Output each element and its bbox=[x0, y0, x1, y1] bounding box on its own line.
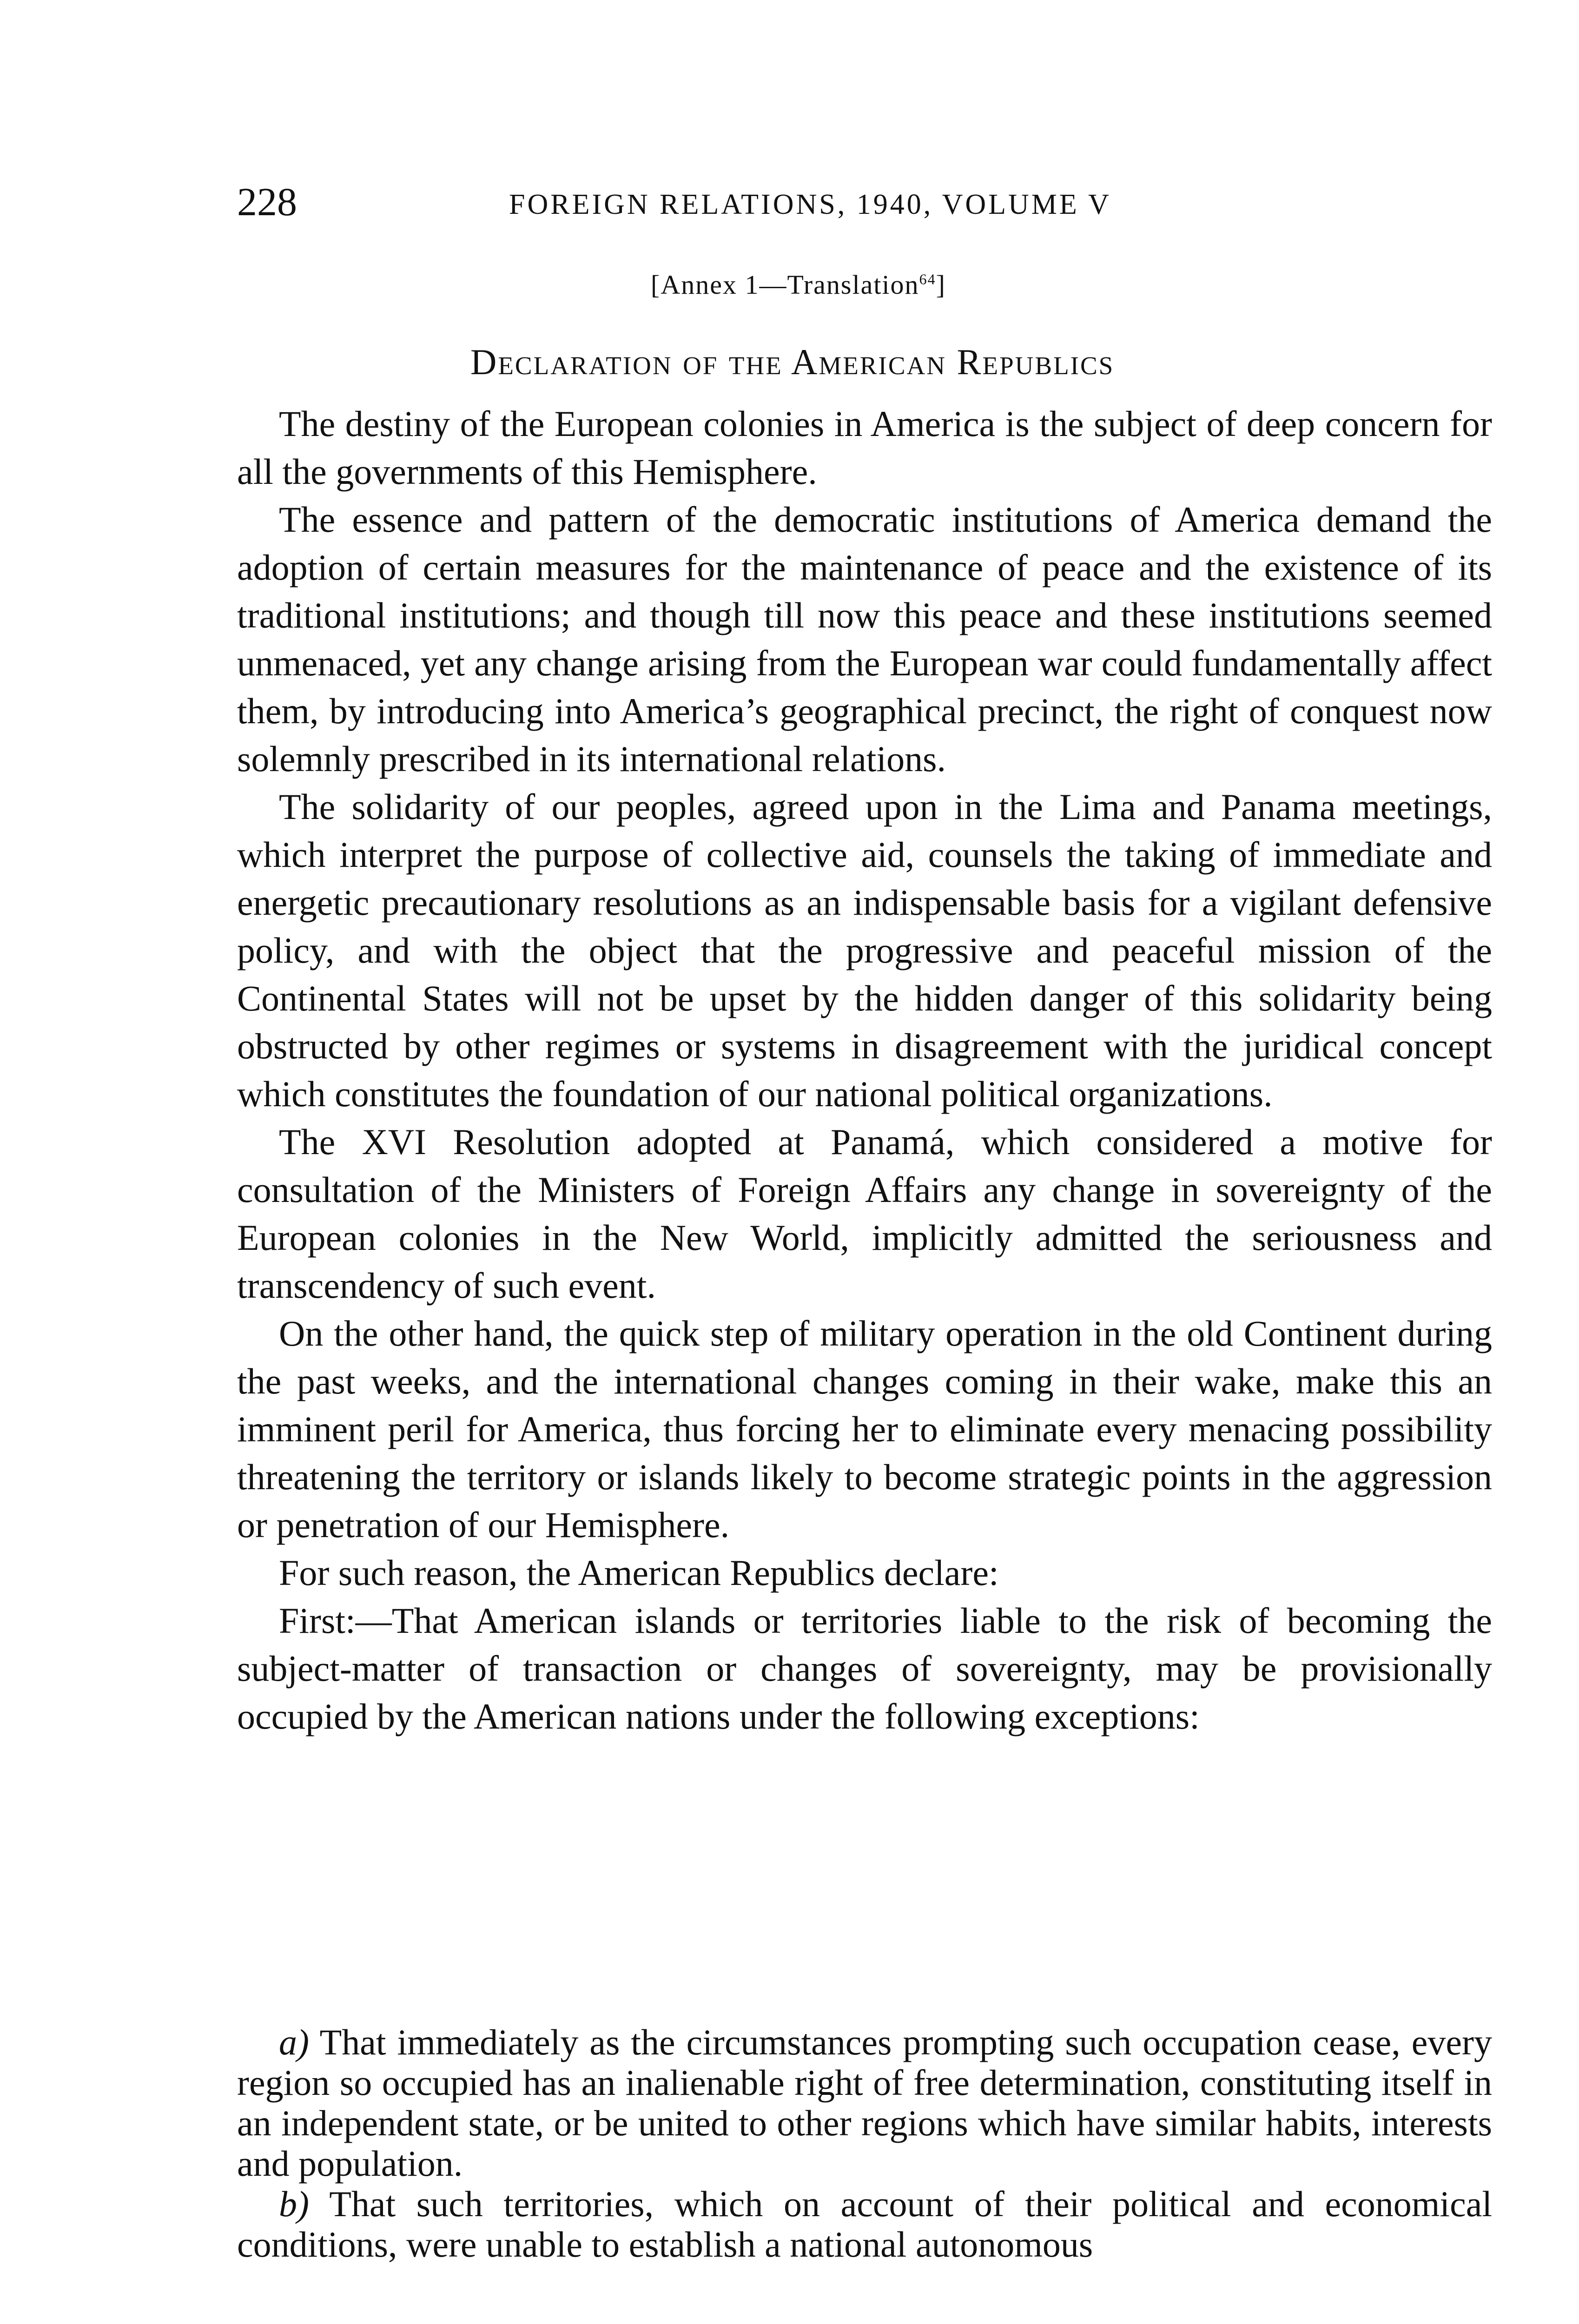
annex-label-close: ] bbox=[936, 270, 946, 300]
annex-label-text: [Annex 1—Translation bbox=[651, 270, 919, 300]
annex-label bbox=[651, 269, 946, 301]
paragraph: The destiny of the European colonies in America is the subject of deep concern for all the governments of this Hemisphere. bbox=[237, 403, 1492, 492]
list-item bbox=[237, 2184, 1492, 2265]
paragraph: For such reason, the American Republics declare: bbox=[279, 1552, 999, 1593]
document-title: Declaration of the American Republics bbox=[470, 342, 1115, 382]
paragraph: The XVI Resolution adopted at Panamá, which considered a motive for consultation of the Ministers of Foreign Affairs any change in sovereignty of the European colonies in the New World, implicitly admitted the seriousness and transcendency of such event. bbox=[237, 1122, 1492, 1306]
list-item bbox=[237, 2022, 1492, 2184]
list-item-text: That immediately as the circumstances prompting such occupation cease, every region so occupied has an inalienable right of free determination, constituting itself in an independent state, or be united to other regions which have similar habits, interests and population. bbox=[237, 2022, 1492, 2184]
running-head: FOREIGN RELATIONS, 1940, VOLUME V bbox=[509, 189, 1111, 220]
paragraph: First:—That American islands or territories liable to the risk of becoming the subject-matter of transaction or changes of sovereignty, may be provisionally occupied by the American nations under the following exceptions: bbox=[237, 1600, 1492, 1736]
paragraph: On the other hand, the quick step of military operation in the old Continent during the past weeks, and the international changes coming in their wake, make this an imminent peril for America, thus forcing her to eliminate every menacing possibility threatening the territory or islands likely to become strategic points in the aggression or penetration of our Hemisphere. bbox=[237, 1313, 1492, 1545]
footnote-reference: 64 bbox=[919, 271, 936, 288]
declaration-body bbox=[237, 400, 1492, 1740]
paragraph: The essence and pattern of the democratic institutions of America demand the adoption of certain measures for the maintenance of peace and the existence of its traditional institutions; and though till now this peace and these institutions seemed unmenaced, yet any change arising from the European war could fundamentally affect them, by introducing into America’s geographical precinct, the right of conquest now solemnly prescribed in its international relations. bbox=[237, 499, 1492, 779]
paragraph: The solidarity of our peoples, agreed upon in the Lima and Panama meetings, which interpret the purpose of collective aid, counsels the taking of immediate and energetic precautionary resolutions as an indispensable basis for a vigilant defensive policy, and with the object that the progressive and peaceful mission of the Continental States will not be upset by the hidden danger of this solidarity being obstructed by other regimes or systems in disagreement with the juridical concept which constitutes the foundation of our national political organizations. bbox=[237, 786, 1492, 1114]
exceptions-list bbox=[237, 2022, 1492, 2265]
list-item-text: That such territories, which on account of their political and economical conditions, were unable to establish a national autonomous bbox=[237, 2184, 1492, 2265]
page-number: 228 bbox=[237, 179, 297, 224]
list-item-letter: a) bbox=[279, 2022, 309, 2062]
list-item-letter: b) bbox=[279, 2184, 309, 2224]
page-header bbox=[237, 178, 1492, 230]
